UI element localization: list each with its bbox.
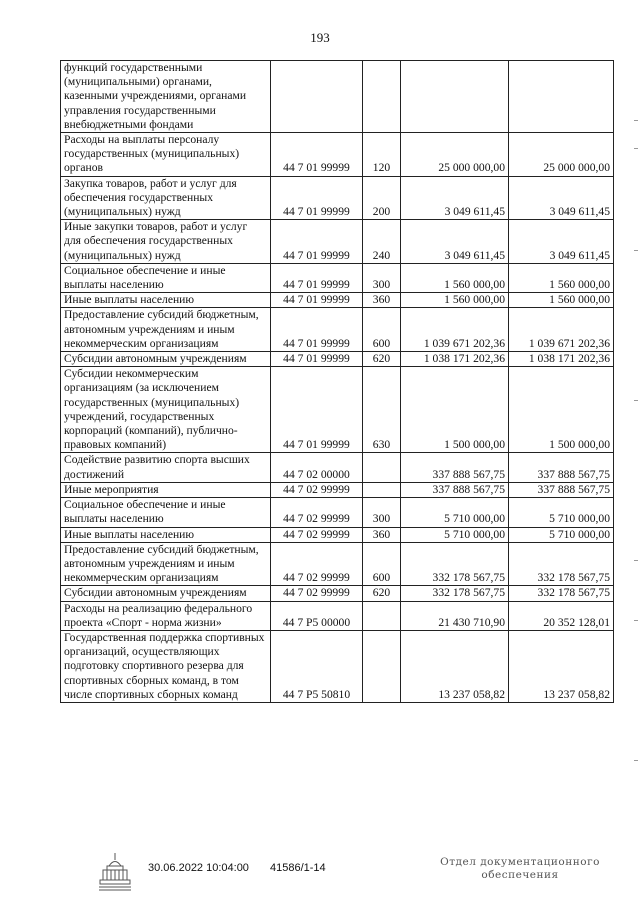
table-row <box>61 601 614 630</box>
row-code-cell: 44 7 P5 00000 <box>271 601 363 630</box>
row-expense-type-cell: 120 <box>363 133 401 177</box>
department-stamp-line-2: обеспечения <box>481 869 559 881</box>
row-amount-2-cell: 5 710 000,00 <box>509 527 614 542</box>
row-code-cell: 44 7 02 99999 <box>271 482 363 497</box>
row-expense-type-cell: 360 <box>363 527 401 542</box>
budget-table-body <box>61 61 614 703</box>
row-amount-2-cell: 25 000 000,00 <box>509 133 614 177</box>
table-row <box>61 367 614 453</box>
row-name-cell: Социальное обеспечение и иные выплаты населению <box>61 498 271 527</box>
row-amount-2-cell: 1 038 171 202,36 <box>509 352 614 367</box>
row-expense-type-cell: 600 <box>363 308 401 352</box>
row-expense-type-cell: 620 <box>363 586 401 601</box>
row-amount-2-cell: 337 888 567,75 <box>509 453 614 482</box>
row-amount-1-cell: 337 888 567,75 <box>401 482 509 497</box>
row-amount-2-cell: 5 710 000,00 <box>509 498 614 527</box>
row-code-cell: 44 7 01 99999 <box>271 352 363 367</box>
row-amount-1-cell: 21 430 710,90 <box>401 601 509 630</box>
row-name-cell: Предоставление субсидий бюджетным, автономным учреждениям и иным некоммерческим организациям <box>61 542 271 586</box>
row-name-cell: Расходы на выплаты персоналу государственных (муниципальных) органов <box>61 133 271 177</box>
page-number: 193 <box>310 30 330 45</box>
row-amount-1-cell: 3 049 611,45 <box>401 220 509 264</box>
row-code-cell: 44 7 02 99999 <box>271 527 363 542</box>
row-name-cell: Иные выплаты населению <box>61 293 271 308</box>
row-amount-2-cell: 332 178 567,75 <box>509 586 614 601</box>
table-row <box>61 308 614 352</box>
row-amount-1-cell: 1 500 000,00 <box>401 367 509 453</box>
row-amount-1-cell: 13 237 058,82 <box>401 630 509 702</box>
row-amount-2-cell: 1 560 000,00 <box>509 263 614 292</box>
table-row <box>61 176 614 220</box>
row-expense-type-cell: 630 <box>363 367 401 453</box>
row-expense-type-cell: 600 <box>363 542 401 586</box>
row-amount-2-cell: 1 560 000,00 <box>509 293 614 308</box>
row-code-cell: 44 7 01 99999 <box>271 133 363 177</box>
row-code-cell: 44 7 01 99999 <box>271 308 363 352</box>
row-expense-type-cell: 300 <box>363 263 401 292</box>
row-amount-2-cell: 3 049 611,45 <box>509 220 614 264</box>
row-amount-2-cell <box>509 61 614 133</box>
row-code-cell <box>271 61 363 133</box>
row-expense-type-cell: 620 <box>363 352 401 367</box>
row-amount-2-cell: 13 237 058,82 <box>509 630 614 702</box>
row-name-cell: Содействие развитию спорта высших достижений <box>61 453 271 482</box>
row-name-cell: Субсидии автономным учреждениям <box>61 352 271 367</box>
row-expense-type-cell <box>363 601 401 630</box>
table-row <box>61 263 614 292</box>
row-amount-1-cell: 3 049 611,45 <box>401 176 509 220</box>
table-row <box>61 220 614 264</box>
scan-margin-marks <box>632 100 638 800</box>
table-row <box>61 527 614 542</box>
row-code-cell: 44 7 02 99999 <box>271 498 363 527</box>
row-expense-type-cell <box>363 61 401 133</box>
table-row <box>61 293 614 308</box>
row-code-cell: 44 7 02 00000 <box>271 453 363 482</box>
table-row <box>61 133 614 177</box>
row-expense-type-cell: 360 <box>363 293 401 308</box>
budget-table <box>60 60 614 703</box>
row-amount-1-cell <box>401 61 509 133</box>
row-amount-1-cell: 1 560 000,00 <box>401 263 509 292</box>
row-amount-1-cell: 1 039 671 202,36 <box>401 308 509 352</box>
table-row <box>61 542 614 586</box>
row-amount-1-cell: 332 178 567,75 <box>401 542 509 586</box>
row-expense-type-cell: 240 <box>363 220 401 264</box>
row-code-cell: 44 7 01 99999 <box>271 293 363 308</box>
row-amount-1-cell: 5 710 000,00 <box>401 527 509 542</box>
row-expense-type-cell <box>363 630 401 702</box>
row-name-cell: Субсидии автономным учреждениям <box>61 586 271 601</box>
row-name-cell: Предоставление субсидий бюджетным, автономным учреждениям и иным некоммерческим организациям <box>61 308 271 352</box>
row-amount-1-cell: 337 888 567,75 <box>401 453 509 482</box>
row-amount-2-cell: 337 888 567,75 <box>509 482 614 497</box>
row-expense-type-cell: 300 <box>363 498 401 527</box>
row-code-cell: 44 7 01 99999 <box>271 263 363 292</box>
building-emblem-icon <box>98 852 132 892</box>
table-row <box>61 498 614 527</box>
row-expense-type-cell <box>363 482 401 497</box>
table-row <box>61 61 614 133</box>
department-stamp <box>430 856 610 882</box>
row-amount-2-cell: 3 049 611,45 <box>509 176 614 220</box>
row-amount-2-cell: 20 352 128,01 <box>509 601 614 630</box>
row-amount-2-cell: 332 178 567,75 <box>509 542 614 586</box>
row-name-cell: Социальное обеспечение и иные выплаты населению <box>61 263 271 292</box>
row-name-cell: Расходы на реализацию федерального проекта «Спорт - норма жизни» <box>61 601 271 630</box>
row-amount-1-cell: 5 710 000,00 <box>401 498 509 527</box>
row-name-cell: Иные мероприятия <box>61 482 271 497</box>
row-name-cell: Иные выплаты населению <box>61 527 271 542</box>
row-expense-type-cell <box>363 453 401 482</box>
stamp-date: 30.06.2022 10:04:00 <box>148 862 249 874</box>
row-name-cell: Иные закупки товаров, работ и услуг для обеспечения государственных (муниципальных) нужд <box>61 220 271 264</box>
table-row <box>61 453 614 482</box>
row-name-cell: функций государственными (муниципальными) органами, казенными учреждениями, органами управления государственными внебюджетными фондами <box>61 61 271 133</box>
row-name-cell: Государственная поддержка спортивных организаций, осуществляющих подготовку спортивного резерва для спортивных сборных команд, в том числе спортивных сборных команд <box>61 630 271 702</box>
row-amount-2-cell: 1 039 671 202,36 <box>509 308 614 352</box>
row-code-cell: 44 7 P5 50810 <box>271 630 363 702</box>
row-code-cell: 44 7 01 99999 <box>271 220 363 264</box>
row-name-cell: Субсидии некоммерческим организациям (за исключением государственных (муниципальных) учреждений, государственных корпораций (компаний), публично-правовых компаний) <box>61 367 271 453</box>
department-stamp-line-1: Отдел документационного <box>440 856 600 868</box>
row-amount-1-cell: 25 000 000,00 <box>401 133 509 177</box>
row-amount-1-cell: 1 038 171 202,36 <box>401 352 509 367</box>
row-expense-type-cell: 200 <box>363 176 401 220</box>
row-code-cell: 44 7 02 99999 <box>271 542 363 586</box>
row-amount-1-cell: 1 560 000,00 <box>401 293 509 308</box>
table-row <box>61 586 614 601</box>
row-code-cell: 44 7 01 99999 <box>271 367 363 453</box>
table-row <box>61 352 614 367</box>
row-amount-1-cell: 332 178 567,75 <box>401 586 509 601</box>
row-name-cell: Закупка товаров, работ и услуг для обеспечения государственных (муниципальных) нужд <box>61 176 271 220</box>
stamp-document-number: 41586/1-14 <box>270 862 326 874</box>
row-amount-2-cell: 1 500 000,00 <box>509 367 614 453</box>
row-code-cell: 44 7 01 99999 <box>271 176 363 220</box>
table-row <box>61 630 614 702</box>
row-code-cell: 44 7 02 99999 <box>271 586 363 601</box>
page-footer <box>0 850 640 900</box>
table-row <box>61 482 614 497</box>
